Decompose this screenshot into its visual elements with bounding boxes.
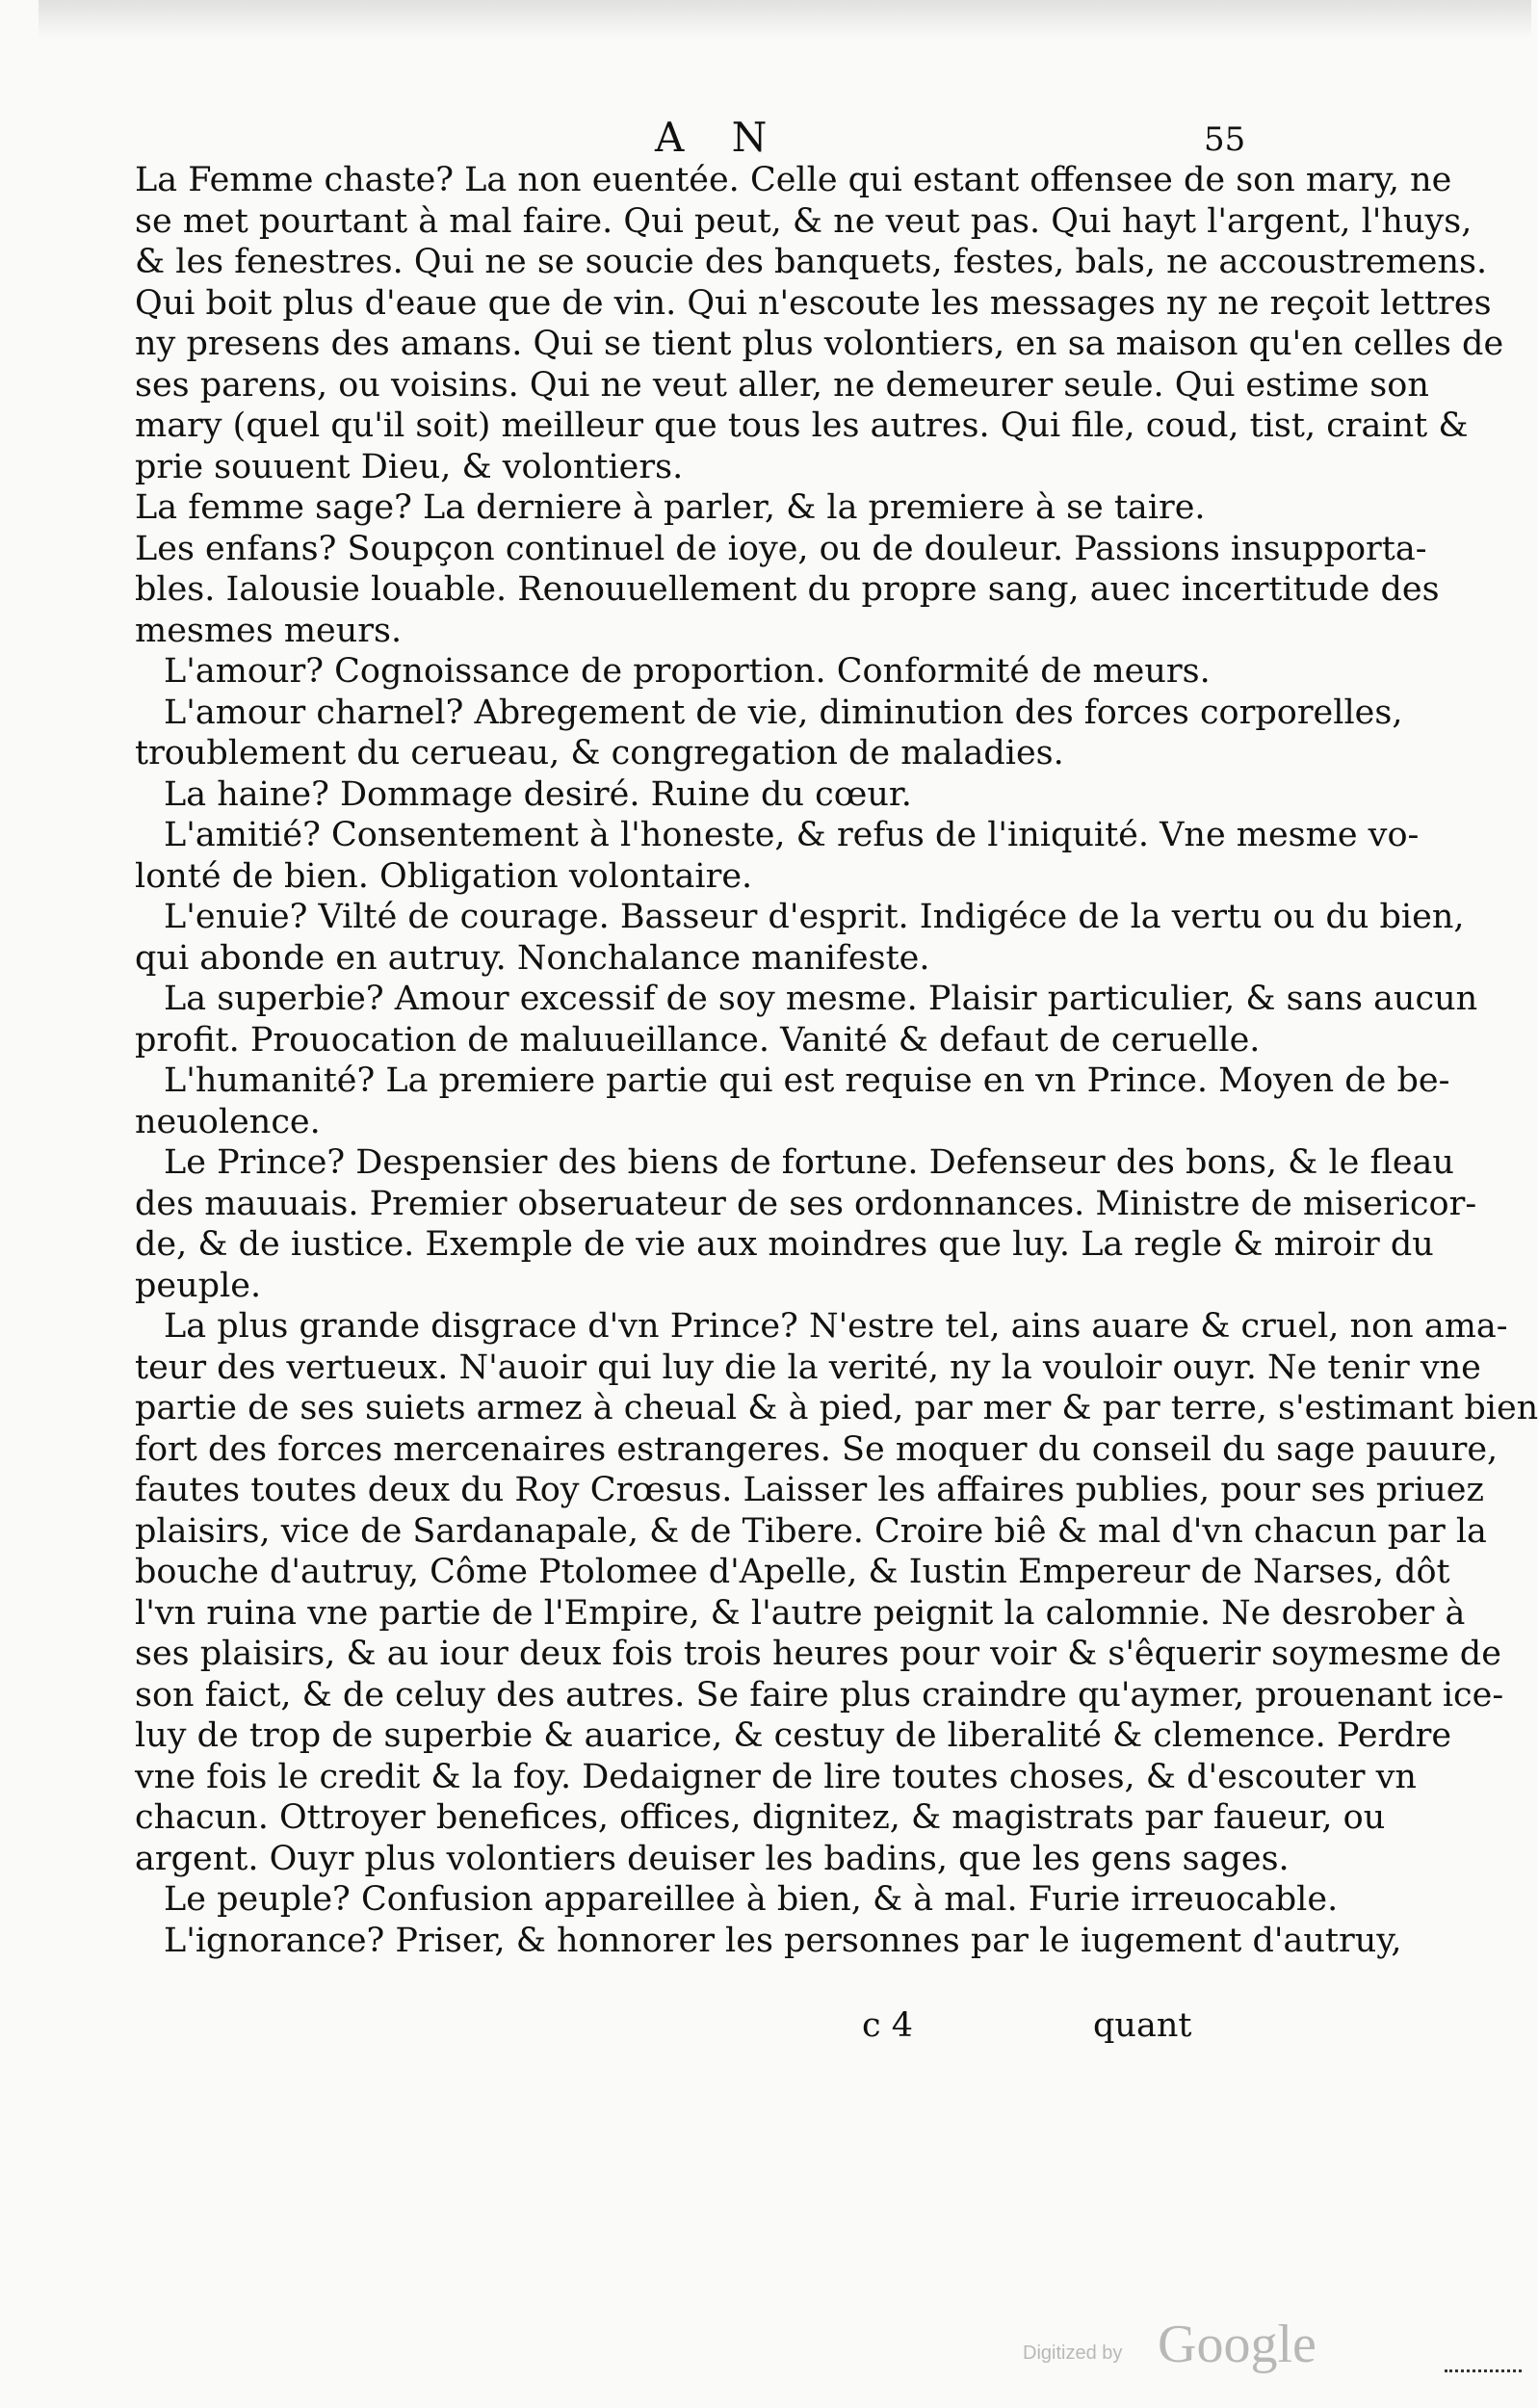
scan-edge-marks	[1445, 2369, 1522, 2384]
text-line: La Femme chaste? La non euentée. Celle qui estant offensee de son mary, ne	[135, 161, 1452, 199]
text-line: partie de ses suiets armez à cheual & à pied, par mer & par terre, s'estimant bien	[135, 1389, 1538, 1427]
digitization-watermark	[1023, 2314, 1341, 2381]
page-number: 55	[1204, 120, 1246, 159]
text-line: plaisirs, vice de Sardanapale, & de Tibere. Croire biê & mal d'vn chacun par la	[135, 1511, 1487, 1551]
text-line: L'amour? Cognoissance de proportion. Conformité de meurs.	[164, 652, 1211, 691]
text-line: La femme sage? La derniere à parler, & la premiere à se taire.	[135, 488, 1206, 527]
text-line: peuple.	[135, 1266, 262, 1305]
text-line: teur des vertueux. N'auoir qui luy die la verité, ny la vouloir ouyr. Ne tenir vne	[135, 1348, 1481, 1387]
text-line: vne fois le credit & la foy. Dedaigner de lire toutes choses, & d'escouter vn	[135, 1757, 1417, 1796]
watermark-logo: Google	[1158, 2315, 1316, 2374]
text-line: La haine? Dommage desiré. Ruine du cœur.	[164, 774, 912, 814]
text-line: L'ignorance? Priser, & honnorer les personnes par le iugement d'autruy,	[164, 1921, 1402, 1960]
text-line: chacun. Ottroyer benefices, offices, dignitez, & magistrats par faueur, ou	[135, 1798, 1386, 1837]
text-line: se met pourtant à mal faire. Qui peut, & ne veut pas. Qui hayt l'argent, l'huys,	[135, 201, 1473, 241]
running-head: A N	[655, 114, 785, 161]
text-line: l'vn ruina vne partie de l'Empire, & l'autre peignit la calomnie. Ne desrober à	[135, 1593, 1466, 1633]
text-line: L'amitié? Consentement à l'honeste, & refus de l'iniquité. Vne mesme vo-	[164, 816, 1420, 854]
catchword: quant	[1093, 2006, 1192, 2045]
text-line: mary (quel qu'il soit) meilleur que tous les autres. Qui file, coud, tist, craint &	[135, 406, 1469, 445]
text-line: L'enuie? Vilté de courage. Basseur d'esprit. Indigéce de la vertu ou du bien,	[164, 898, 1465, 936]
text-line: prie souuent Dieu, & volontiers.	[135, 447, 684, 486]
text-line: profit. Prouocation de maluueillance. Vanité & defaut de ceruelle.	[135, 1020, 1261, 1060]
body-text	[135, 160, 1538, 1961]
text-line: Le peuple? Confusion appareillee à bien, & à mal. Furie irreuocable.	[164, 1880, 1339, 1919]
text-line: Les enfans? Soupçon continuel de ioye, ou de douleur. Passions insupporta-	[135, 529, 1427, 568]
text-line: luy de trop de superbie & auarice, & cestuy de liberalité & clemence. Perdre	[135, 1716, 1452, 1755]
signature-mark: c 4	[862, 2006, 913, 2045]
text-line: fautes toutes deux du Roy Crœsus. Laisser les affaires publies, pour ses priuez	[135, 1471, 1484, 1509]
text-line: son faict, & de celuy des autres. Se faire plus craindre qu'aymer, prouenant ice-	[135, 1675, 1504, 1714]
text-line: fort des forces mercenaires estrangeres. Se moquer du conseil du sage pauure,	[135, 1429, 1499, 1469]
text-line: ses parens, ou voisins. Qui ne veut aller, ne demeurer seule. Qui estime son	[135, 365, 1429, 405]
text-line: troublement du cerueau, & congregation de maladies.	[135, 734, 1064, 772]
text-line: des mauuais. Premier obseruateur de ses ordonnances. Ministre de misericor-	[135, 1184, 1477, 1223]
text-line: La plus grande disgrace d'vn Prince? N'estre tel, ains auare & cruel, non ama-	[164, 1307, 1508, 1346]
text-line: argent. Ouyr plus volontiers deuiser les badins, que les gens sages.	[135, 1839, 1290, 1878]
text-line: bouche d'autruy, Côme Ptolomee d'Apelle, & Iustin Empereur de Narses, dôt	[135, 1553, 1450, 1591]
scan-top-edge	[39, 0, 1531, 39]
text-line: L'humanité? La premiere partie qui est requise en vn Prince. Moyen de be-	[164, 1061, 1450, 1100]
text-line: Le Prince? Despensier des biens de fortune. Defenseur des bons, & le fleau	[164, 1143, 1454, 1182]
text-line: ses plaisirs, & au iour deux fois trois heures pour voir & s'êquerir soymesme de	[135, 1635, 1501, 1673]
text-line: de, & de iustice. Exemple de vie aux moindres que luy. La regle & miroir du	[135, 1225, 1434, 1264]
text-line: lonté de bien. Obligation volontaire.	[135, 856, 753, 896]
text-line: ny presens des amans. Qui se tient plus volontiers, en sa maison qu'en celles de	[135, 325, 1504, 363]
text-line: & les fenestres. Qui ne se soucie des banquets, festes, bals, ne accoustremens.	[135, 243, 1488, 281]
text-line: bles. Ialousie louable. Renouuellement du propre sang, auec incertitude des	[135, 570, 1440, 609]
text-line: Qui boit plus d'eaue que de vin. Qui n'escoute les messages ny ne reçoit lettres	[135, 283, 1492, 323]
text-line: L'amour charnel? Abregement de vie, diminution des forces corporelles,	[164, 693, 1403, 732]
text-line: qui abonde en autruy. Nonchalance manifeste.	[135, 938, 930, 978]
text-line: neuolence.	[135, 1102, 321, 1141]
text-line: La superbie? Amour excessif de soy mesme. Plaisir particulier, & sans aucun	[164, 980, 1478, 1018]
watermark-prefix: Digitized by	[1023, 2343, 1123, 2364]
text-line: mesmes meurs.	[135, 611, 403, 650]
